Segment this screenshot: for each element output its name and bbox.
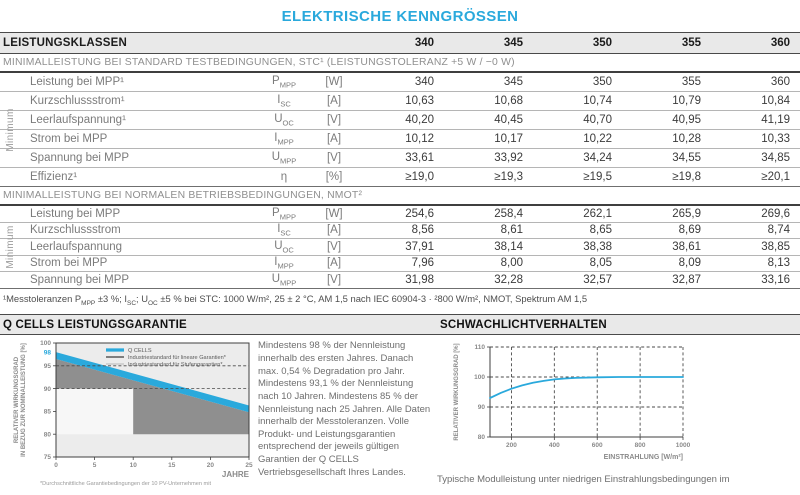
row-value: 10,12 — [405, 133, 434, 145]
footnote-segment: ±5 % bei STC: 1000 W/m², 25 ± 2 °C, AM 1,5 nach IEC 60904-3 · ²800 W/m², NMOT, Spektrum AM 1,5 — [157, 292, 588, 304]
row-value: 10,68 — [494, 95, 523, 107]
row-value: ≥19,0 — [405, 171, 434, 183]
row-value: 360 — [770, 76, 790, 88]
row-value: 38,61 — [672, 240, 701, 253]
y-tick-accent: 98 — [43, 349, 51, 357]
x-axis-label: EINSTRAHLUNG [W/m²] — [603, 454, 683, 462]
row-symbol: $I_{MPP}$ — [274, 256, 294, 271]
lowlight-section-title: SCHWACHLICHTVERHALTEN — [440, 318, 607, 331]
row-label: Strom bei MPP — [30, 257, 108, 270]
row-value: 10,22 — [583, 133, 612, 145]
chart-footnote: *Durchschnittliche Garantiebedingungen der 10 PV-Unternehmen mit — [40, 481, 212, 488]
x-tick-label: 200 — [506, 442, 517, 450]
power-class-value: 345 — [503, 37, 523, 49]
row-value: 34,85 — [761, 152, 790, 164]
y-axis-label: RELATIVER WIRKUNGSGRAD [%] — [454, 343, 460, 441]
warranty-section-title: Q CELLS LEISTUNGSGARANTIE — [3, 318, 187, 331]
row-symbol-subscript: MPP — [280, 156, 297, 166]
section-rows — [0, 73, 800, 187]
row-value: 40,95 — [672, 114, 701, 126]
row-value: ≥20,1 — [761, 171, 790, 183]
row-unit: [V] — [326, 114, 342, 126]
row-unit: [V] — [326, 240, 342, 253]
row-label: Leistung bei MPP¹ — [30, 76, 124, 88]
row-label: Kurzschlussstrom — [30, 224, 121, 237]
row-symbol: $I_{MPP}$ — [274, 131, 294, 147]
table-row — [0, 111, 800, 130]
x-tick-label: 1000 — [675, 442, 691, 450]
row-value: 38,85 — [761, 240, 790, 253]
section-heading: MINIMALLEISTUNG BEI STANDARD TESTBEDINGUNGEN, STC¹ (LEISTUNGSTOLERANZ +5 W / −0 W) — [0, 54, 800, 73]
row-value: 10,79 — [672, 95, 701, 107]
row-symbol-subscript: OC — [282, 118, 294, 128]
row-unit: [W] — [325, 76, 343, 88]
row-value: 33,16 — [761, 273, 790, 286]
row-symbol-subscript: MPP — [277, 137, 294, 147]
footnote-segment: ; U — [136, 292, 148, 304]
row-value: 265,9 — [672, 207, 701, 220]
table-section — [0, 187, 800, 289]
x-tick-label: 400 — [548, 442, 560, 450]
row-symbol-subscript: OC — [282, 244, 294, 254]
row-value: 8,09 — [678, 257, 701, 270]
x-tick-label: 600 — [591, 442, 603, 450]
row-value: 10,28 — [672, 133, 701, 145]
row-value: 340 — [414, 76, 434, 88]
row-value: 8,65 — [589, 224, 612, 237]
row-value: 8,74 — [767, 224, 790, 237]
legend-label: Industriestandard für lineare Garantien* — [128, 355, 226, 362]
row-value: 10,17 — [494, 133, 523, 145]
table-row — [0, 256, 800, 273]
row-value: 8,56 — [411, 224, 434, 237]
section-side-label: Minimum — [5, 108, 16, 152]
row-symbol-subscript: MPP — [280, 277, 297, 287]
row-symbol: $U_{MPP}$ — [271, 272, 297, 287]
row-symbol: $I_{SC}$ — [277, 223, 291, 238]
power-class-value: 360 — [770, 37, 790, 49]
table-row — [0, 149, 800, 168]
section-side-label: Minimum — [5, 225, 16, 269]
lowlight-chart — [448, 337, 698, 469]
power-class-value: 340 — [414, 37, 434, 49]
row-symbol-subscript: SC — [280, 99, 291, 109]
x-tick-label: 5 — [92, 462, 97, 470]
y-tick-label: 75 — [43, 454, 51, 462]
row-label: Spannung bei MPP — [30, 273, 130, 286]
row-value: 345 — [503, 76, 523, 88]
power-classes-label: LEISTUNGSKLASSEN — [3, 37, 127, 49]
row-symbol: $U_{OC}$ — [274, 239, 294, 254]
y-axis-label: RELATIVER WIRKUNGSGRAD — [14, 357, 20, 444]
row-unit: [A] — [326, 257, 342, 270]
table-sections — [0, 54, 800, 289]
row-value: 33,61 — [405, 152, 434, 164]
y-tick-label: 80 — [43, 431, 51, 439]
row-symbol: $U_{MPP}$ — [271, 150, 297, 166]
row-value: 32,57 — [583, 273, 612, 286]
row-value: 34,24 — [583, 152, 612, 164]
table-row — [0, 130, 800, 149]
row-unit: [W] — [325, 207, 343, 220]
row-value: 258,4 — [494, 207, 523, 220]
row-value: 8,00 — [500, 257, 523, 270]
y-tick-label: 95 — [43, 363, 51, 371]
row-value: 355 — [681, 76, 701, 88]
row-label: Leistung bei MPP — [30, 207, 121, 220]
row-value: 34,55 — [672, 152, 701, 164]
row-value: 32,28 — [494, 273, 523, 286]
y-axis-label: IN BEZUG ZUR NOMINALLEISTUNG [%] — [21, 343, 27, 458]
x-tick-label: 25 — [245, 462, 253, 470]
y-tick-label: 110 — [474, 344, 485, 352]
row-symbol-subscript: MPP — [277, 261, 294, 271]
y-tick-label: 100 — [40, 340, 51, 348]
row-unit: [%] — [325, 171, 343, 183]
warranty-chart — [6, 337, 256, 489]
lowlight-curve — [490, 377, 683, 398]
row-unit: [A] — [326, 133, 342, 145]
row-value: 41,19 — [761, 114, 790, 126]
page-title: ELEKTRISCHE KENNGRÖSSEN — [281, 8, 519, 25]
x-tick-label: 10 — [129, 462, 137, 470]
table-section — [0, 54, 800, 187]
row-symbol-subscript: MPP — [279, 211, 296, 221]
row-symbol: $P_{MPP}$ — [272, 74, 296, 90]
row-value: 32,87 — [672, 273, 701, 286]
footnote-segment: ±3 %; I — [95, 292, 127, 304]
row-value: 8,61 — [500, 224, 523, 237]
y-tick-label: 85 — [43, 408, 51, 416]
row-value: 10,33 — [761, 133, 790, 145]
row-label: Leerlaufspannung — [30, 240, 123, 253]
row-value: 10,63 — [405, 95, 434, 107]
x-axis-label: JAHRE — [221, 470, 249, 480]
power-class-value: 355 — [681, 37, 701, 49]
row-value: 254,6 — [405, 207, 434, 220]
table-row — [0, 272, 800, 289]
row-value: 40,20 — [405, 114, 434, 126]
table-row — [0, 73, 800, 92]
y-tick-label: 90 — [477, 404, 485, 412]
legend-label: Industriestandard für Stufengarantien* — [128, 362, 223, 369]
row-value: 8,13 — [767, 257, 790, 270]
row-value: 38,38 — [583, 240, 612, 253]
table-row — [0, 223, 800, 240]
step-guarantee-area — [56, 389, 133, 435]
table-footnote — [0, 293, 800, 307]
row-unit: [A] — [326, 95, 342, 107]
row-label: Kurzschlussstrom¹ — [30, 95, 125, 107]
footnote-segment: SC — [126, 299, 137, 307]
row-symbol-subscript: MPP — [279, 80, 296, 90]
bottom-content — [0, 335, 800, 492]
table-row — [0, 239, 800, 256]
y-tick-label: 100 — [474, 374, 485, 382]
row-symbol-subscript: SC — [280, 228, 291, 238]
row-label: Effizienz¹ — [30, 171, 78, 183]
legend-label: Q CELLS — [128, 348, 152, 355]
footnote-segment: ¹Messtoleranzen P — [3, 292, 82, 304]
row-value: 31,98 — [405, 273, 434, 286]
row-value: 7,96 — [411, 257, 434, 270]
section-heading: MINIMALLEISTUNG BEI NORMALEN BETRIEBSBEDINGUNGEN, NMOT² — [0, 187, 800, 206]
table-row — [0, 168, 800, 187]
row-value: ≥19,3 — [494, 171, 523, 183]
y-tick-label: 90 — [43, 386, 51, 394]
row-value: 10,84 — [761, 95, 790, 107]
row-value: 8,69 — [678, 224, 701, 237]
row-value: ≥19,5 — [583, 171, 612, 183]
row-value: 40,70 — [583, 114, 612, 126]
row-label: Strom bei MPP — [30, 133, 108, 145]
footnote-segment: MPP — [81, 299, 96, 307]
row-value: 262,1 — [583, 207, 612, 220]
x-tick-label: 15 — [168, 462, 176, 470]
row-unit: [V] — [326, 152, 342, 164]
row-value: 269,6 — [761, 207, 790, 220]
row-symbol: $I_{SC}$ — [277, 93, 291, 109]
power-classes-row — [0, 32, 800, 54]
row-unit: [A] — [326, 224, 342, 237]
x-tick-label: 800 — [634, 442, 646, 450]
table-row — [0, 92, 800, 111]
y-tick-label: 80 — [477, 434, 485, 442]
section-rows — [0, 206, 800, 289]
row-label: Spannung bei MPP — [30, 152, 130, 164]
row-value: 38,14 — [494, 240, 523, 253]
row-value: 40,45 — [494, 114, 523, 126]
footnote-segment: OC — [148, 299, 158, 307]
warranty-text: Mindestens 98 % der Nennleistung innerhalb des ersten Jahres. Danach max. 0,54 % Degradation pro Jahr. Mindestens 93,1 % der Nennleistung nach 10 Jahren. Mindestens 85 % der Nennleistung nach 25 Jahren. Alle Daten innerhalb der Messtoleranzen. Volle Produkt- und Leistungsgarantien entsprechend der jeweils gültigen Garantien der Q CELLS Vertriebsgesellschaft Ihres Landes. — [258, 340, 431, 478]
row-unit: [V] — [326, 273, 342, 286]
row-value: 33,92 — [494, 152, 523, 164]
power-class-value: 350 — [592, 37, 612, 49]
row-label: Leerlaufspannung¹ — [30, 114, 126, 126]
x-tick-label: 0 — [54, 462, 58, 470]
row-symbol: $U_{OC}$ — [274, 112, 294, 128]
row-value: 37,91 — [405, 240, 434, 253]
row-value: 8,05 — [589, 257, 612, 270]
x-tick-label: 20 — [206, 462, 215, 470]
row-value: 10,74 — [583, 95, 612, 107]
row-value: 350 — [592, 76, 612, 88]
lowlight-caption: Typische Modulleistung unter niedrigen Einstrahlungsbedingungen im — [437, 474, 730, 486]
table-row — [0, 206, 800, 223]
row-value: ≥19,8 — [672, 171, 701, 183]
row-symbol: $P_{MPP}$ — [272, 206, 296, 221]
bottom-section-headers — [0, 314, 800, 335]
row-symbol: η — [280, 171, 288, 183]
